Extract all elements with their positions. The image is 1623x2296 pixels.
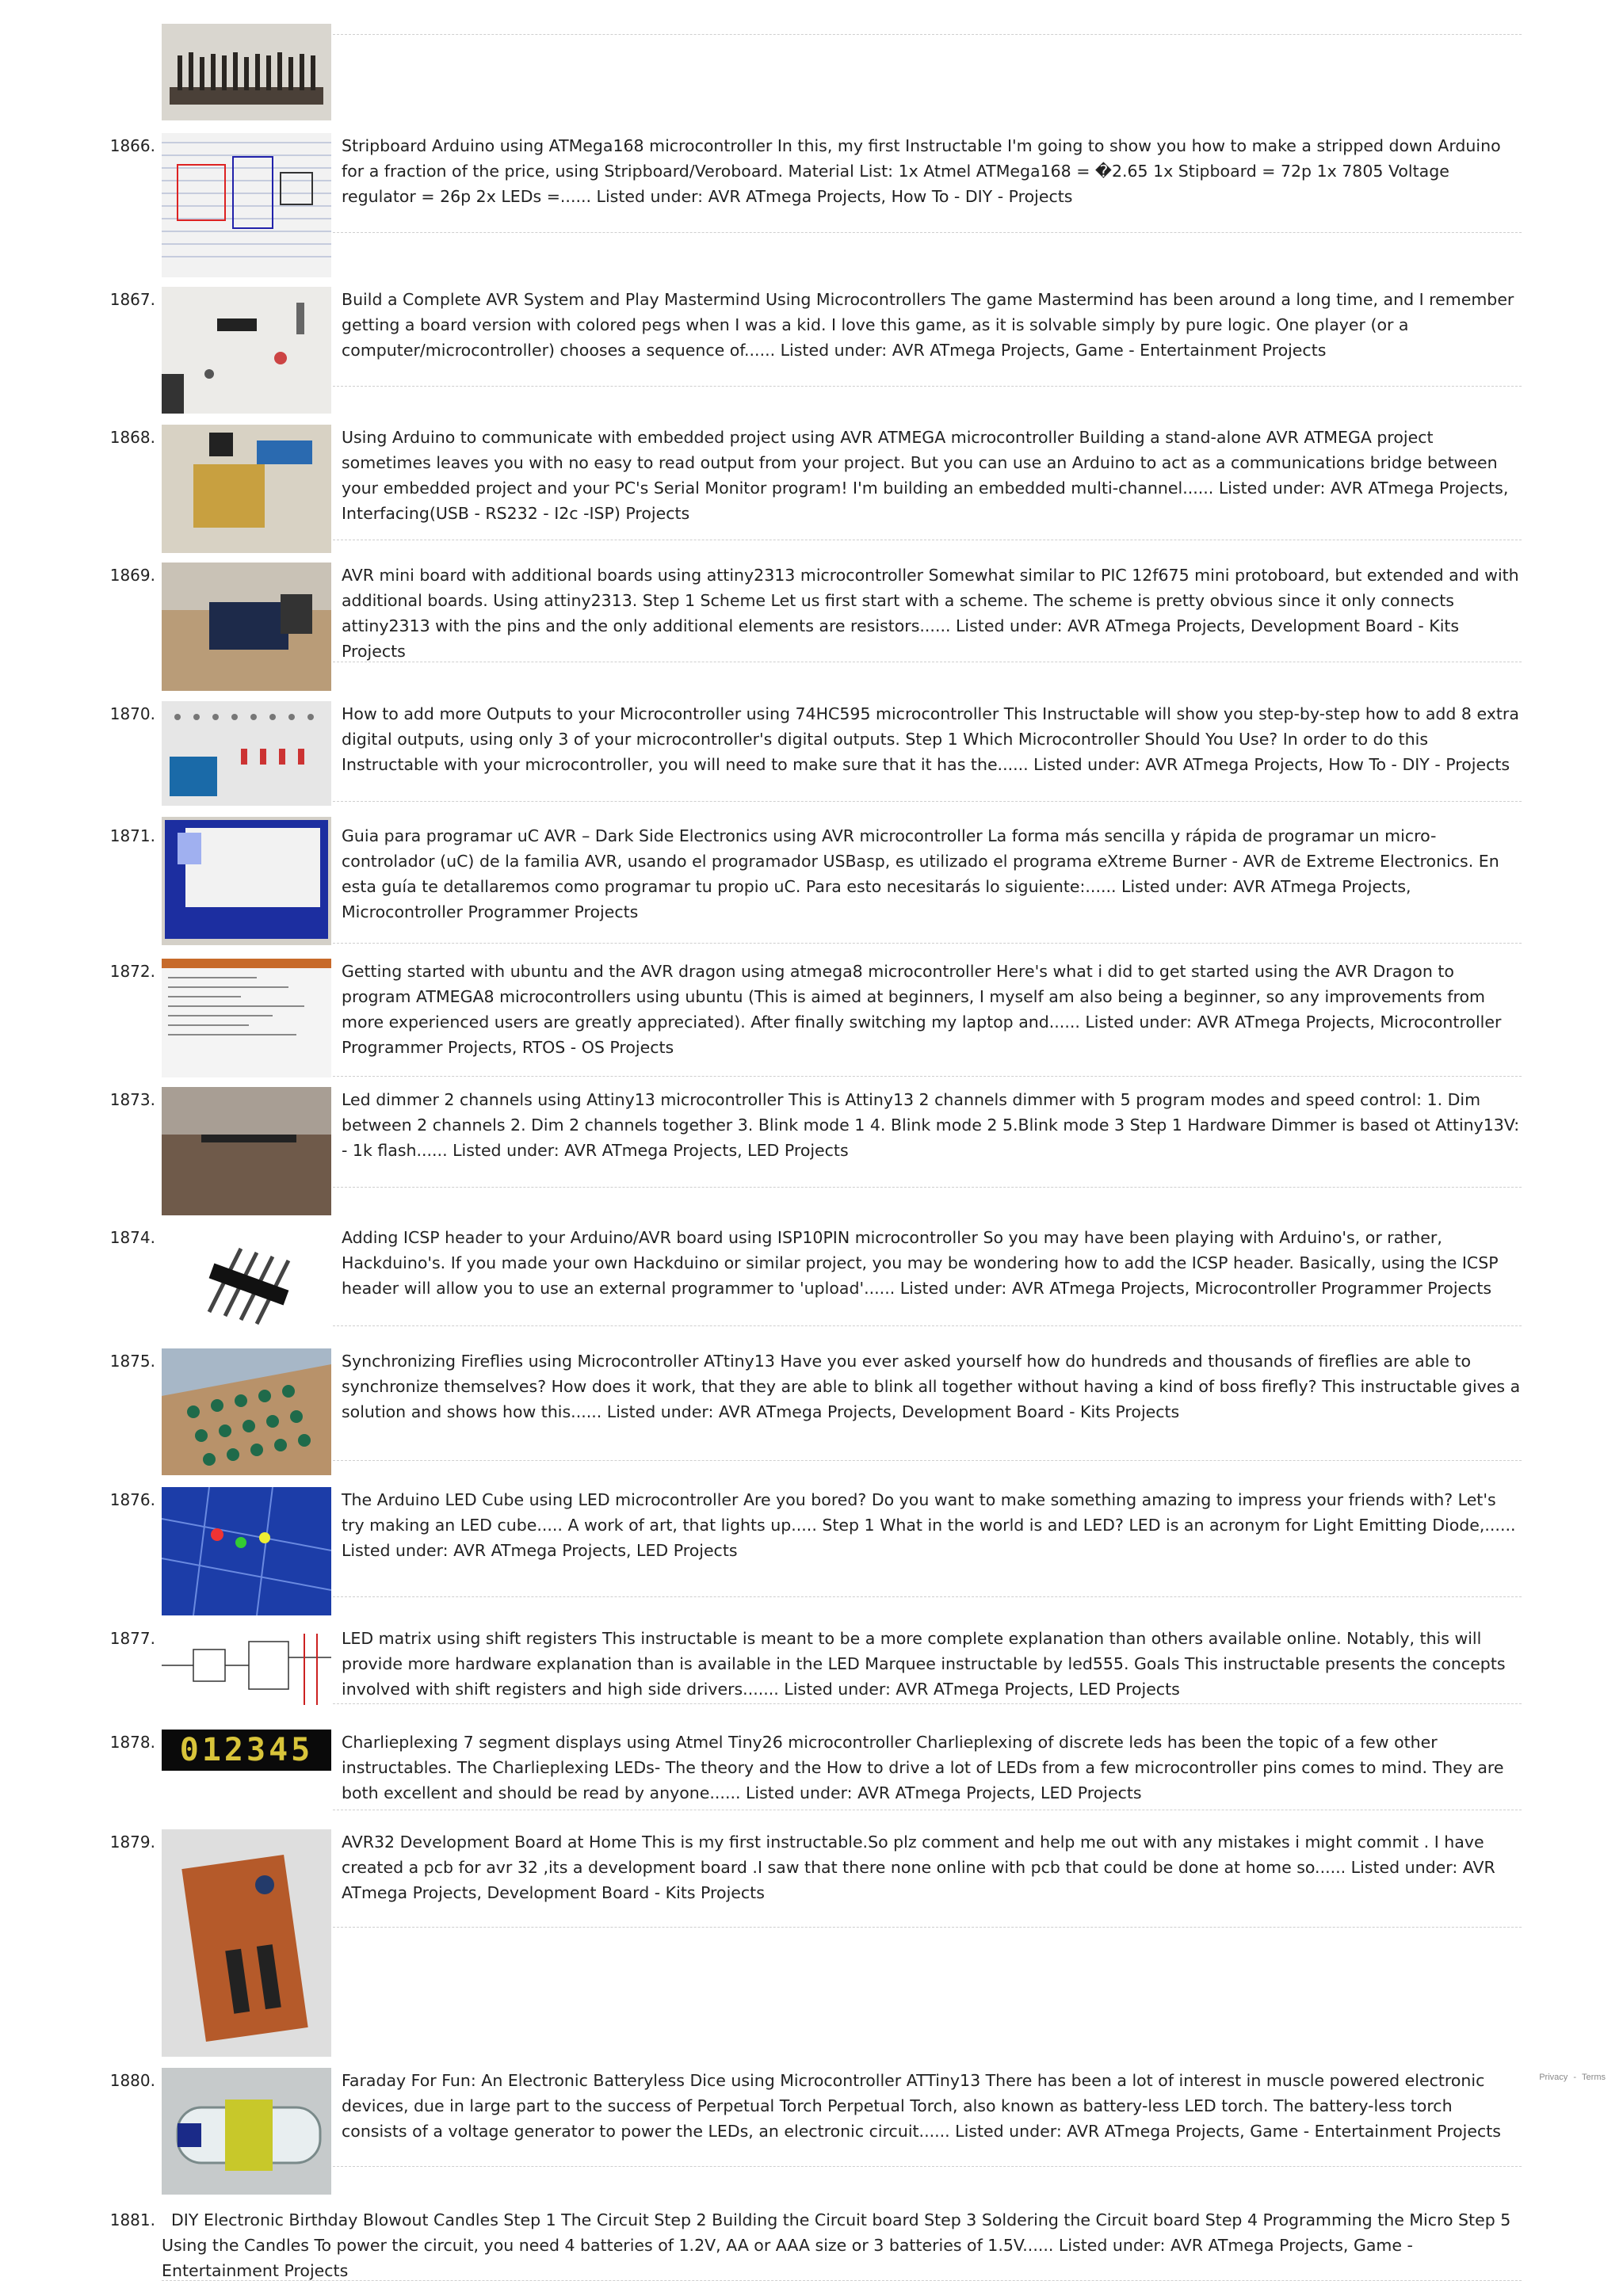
project-description[interactable]: LED matrix using shift registers This instructable is meant to be a more complete explanation than others available online. Notably, this will provide more hardware explanation than is available in the LED Marquee instructable by led555. Goals This instructable presents the concepts involved with shift registers and high side drivers....... Listed under: AVR ATmega Projects, LED Projects [342, 1629, 1506, 1699]
item-number: 1878. [109, 1733, 155, 1752]
item-number: 1866. [109, 136, 155, 155]
item-number: 1870. [109, 704, 155, 723]
item-number: 1875. [109, 1352, 155, 1371]
project-thumbnail[interactable] [162, 1225, 331, 1344]
project-description[interactable]: The Arduino LED Cube using LED microcontroller Are you bored? Do you want to make something amazing to impress your friends with? Let's try making an LED cube..... A work of art, that lights up..... Step 1 What in the world is and LED? LED is an acronym for Light Emitting Diode,...... Listed under: AVR ATmega Projects, LED Projects [342, 1490, 1516, 1560]
project-thumbnail[interactable] [162, 24, 331, 120]
item-number: 1881. [109, 2210, 155, 2229]
project-description[interactable]: AVR32 Development Board at Home This is my first instructable.So plz comment and help me out with any mistakes i might commit . I have created a pcb for avr 32 ,its a development board .I saw that there none online with pcb that could be done at home so...... Listed under: AVR ATmega Projects, Development Board - Kits Projects [342, 1833, 1495, 1902]
item-number: 1867. [109, 290, 155, 309]
separator: - [1573, 2073, 1576, 2082]
project-description[interactable]: Stripboard Arduino using ATMega168 microcontroller In this, my first Instructable I'm going to show you how to make a stripped down Arduino for a fraction of the price, using Stripboard/Veroboard. Material List: 1x Atmel ATMega168 = �2.65 1x Stipboard = 72p 1x 7805 Voltage regulator = 26p 2x LEDs =...... Listed under: AVR ATmega Projects, How To - DIY - Projects [342, 136, 1501, 206]
item-number: 1879. [109, 1833, 155, 1852]
project-thumbnail[interactable] [162, 1348, 331, 1475]
terms-link[interactable]: Terms [1582, 2073, 1606, 2082]
project-thumbnail[interactable] [162, 287, 331, 414]
project-description[interactable]: Guia para programar uC AVR – Dark Side Electronics using AVR microcontroller La forma más sencilla y rápida de programar un micro-controlador (uC) de la familia AVR, usando el programador USBasp, es utilizado el programa eXtreme Burner - AVR de Extreme Electronics. En esta guía te detallaremos como programar tu propio uC. Para esto necesitarás lo siguiente:...... Listed under: AVR ATmega Projects, Microcontroller Programmer Projects [342, 826, 1499, 921]
project-thumbnail[interactable] [162, 2068, 331, 2195]
item-number: 1868. [109, 428, 155, 447]
project-description[interactable]: Build a Complete AVR System and Play Mastermind Using Microcontrollers The game Mastermind has been around a long time, and I remember getting a board version with colored pegs when I was a kid. I love this game, as it is solvable simply by pure logic. One player (or a computer/microcontroller) chooses a sequence of...... Listed under: AVR ATmega Projects, Game - Entertainment Projects [342, 290, 1514, 360]
project-thumbnail[interactable] [162, 1487, 331, 1615]
project-thumbnail[interactable] [162, 817, 331, 945]
project-description[interactable]: Getting started with ubuntu and the AVR dragon using atmega8 microcontroller Here's what i did to get started using the AVR Dragon to program ATMEGA8 microcontrollers using ubuntu (This is aimed at beginners, I myself am also being a beginner, so any improvements from more experienced users are greatly appreciated). After finally switching my laptop and...... Listed under: AVR ATmega Projects, Microcontroller Programmer Projects, RTOS - OS Projects [342, 962, 1502, 1057]
project-thumbnail[interactable] [162, 1730, 331, 1771]
item-number: 1872. [109, 962, 155, 981]
project-thumbnail[interactable] [162, 1087, 331, 1215]
item-number: 1877. [109, 1629, 155, 1648]
item-number: 1874. [109, 1228, 155, 1247]
project-thumbnail[interactable] [162, 1829, 331, 2057]
project-description[interactable]: Adding ICSP header to your Arduino/AVR board using ISP10PIN microcontroller So you may have been playing with Arduino's, or rather, Hackduino's. If you made your own Hackduino or similar project, you may be wondering how to add the ICSP header. Basically, using the ICSP header will allow you to use an external programmer to 'upload'...... Listed under: AVR ATmega Projects, Microcontroller Programmer Projects [342, 1228, 1499, 1298]
project-description[interactable]: Charlieplexing 7 segment displays using Atmel Tiny26 microcontroller Charlieplexing of discrete leds has been the topic of a few other instructables. The Charlieplexing LEDs- The theory and the How to drive a lot of LEDs from a few microcontroller pins comes to mind. They are both excellent and should be read by anyone...... Listed under: AVR ATmega Projects, LED Projects [342, 1733, 1504, 1802]
project-description[interactable]: Led dimmer 2 channels using Attiny13 microcontroller This is Attiny13 2 channels dimmer with 5 program modes and speed control: 1. Dim between 2 channels 2. Dim 2 channels together 3. Blink mode 1 4. Blink mode 2 5.Blink mode 3 Step 1 Hardware Dimmer is based ot Attiny13V: - 1k flash...... Listed under: AVR ATmega Projects, LED Projects [342, 1090, 1520, 1160]
item-number: 1871. [109, 826, 155, 845]
project-thumbnail[interactable] [162, 959, 331, 1077]
project-description[interactable]: AVR mini board with additional boards using attiny2313 microcontroller Somewhat similar to PIC 12f675 mini protoboard, but extended and with additional boards. Using attiny2313. Step 1 Scheme Let us first start with a scheme. The scheme is pretty obvious since it only connects attiny2313 with the pins and the only additional elements are resistors...... Listed under: AVR ATmega Projects, Development Board - Kits Projects [342, 566, 1519, 661]
item-number: 1876. [109, 1490, 155, 1509]
item-number: 1880. [109, 2071, 155, 2090]
seven-segment-display: 012345 [179, 1732, 314, 1768]
item-number: 1873. [109, 1090, 155, 1109]
project-thumbnail[interactable] [162, 133, 331, 277]
item-number: 1869. [109, 566, 155, 585]
privacy-terms-links [1537, 2073, 1607, 2082]
project-thumbnail[interactable] [162, 563, 331, 691]
project-thumbnail[interactable] [162, 425, 331, 553]
project-description[interactable]: Using Arduino to communicate with embedded project using AVR ATMEGA microcontroller Building a stand-alone AVR ATMEGA project sometimes leaves you with no easy to read output from your project. But you can use an Arduino to act as a communications bridge between your embedded project and your PC's Serial Monitor program! I'm building an embedded multi-channel...... Listed under: AVR ATmega Projects, Interfacing(USB - RS232 - I2c -ISP) Projects [342, 428, 1509, 523]
project-thumbnail[interactable] [162, 701, 331, 806]
project-description[interactable]: How to add more Outputs to your Microcontroller using 74HC595 microcontroller This Instructable will show you step-by-step how to add 8 extra digital outputs, using only 3 of your microcontroller's digital outputs. Step 1 Which Microcontroller Should You Use? In order to do this Instructable with your microcontroller, you will need to make sure that it has the...... Listed under: AVR ATmega Projects, How To - DIY - Projects [342, 704, 1519, 774]
project-thumbnail[interactable] [162, 1626, 331, 1714]
privacy-link[interactable]: Privacy [1539, 2073, 1568, 2082]
project-description[interactable]: DIY Electronic Birthday Blowout Candles Step 1 The Circuit Step 2 Building the Circuit board Step 3 Soldering the Circuit board Step 4 Programming the Micro Step 5 Using the Candles To power the circuit, you need 4 batteries of 1.2V, AA or AAA size or 3 batteries of 1.5V...... Listed under: AVR ATmega Projects, Game - Entertainment Projects [162, 2210, 1511, 2280]
project-description[interactable]: Faraday For Fun: An Electronic Batteryless Dice using Microcontroller ATTiny13 There has been a lot of interest in muscle powered electronic devices, due in large part to the success of Perpetual Torch Perpetual Torch, also known as battery-less LED torch. The battery-less torch consists of a voltage generator to power the LEDs, an electronic circuit...... Listed under: AVR ATmega Projects, Game - Entertainment Projects [342, 2071, 1501, 2141]
project-description[interactable]: Synchronizing Fireflies using Microcontroller ATtiny13 Have you ever asked yourself how do hundreds and thousands of fireflies are able to synchronize themselves? How does it work, that they are able to blink all together without having a kind of boss firefly? This instructable gives a solution and shows how this...... Listed under: AVR ATmega Projects, Development Board - Kits Projects [342, 1352, 1521, 1421]
